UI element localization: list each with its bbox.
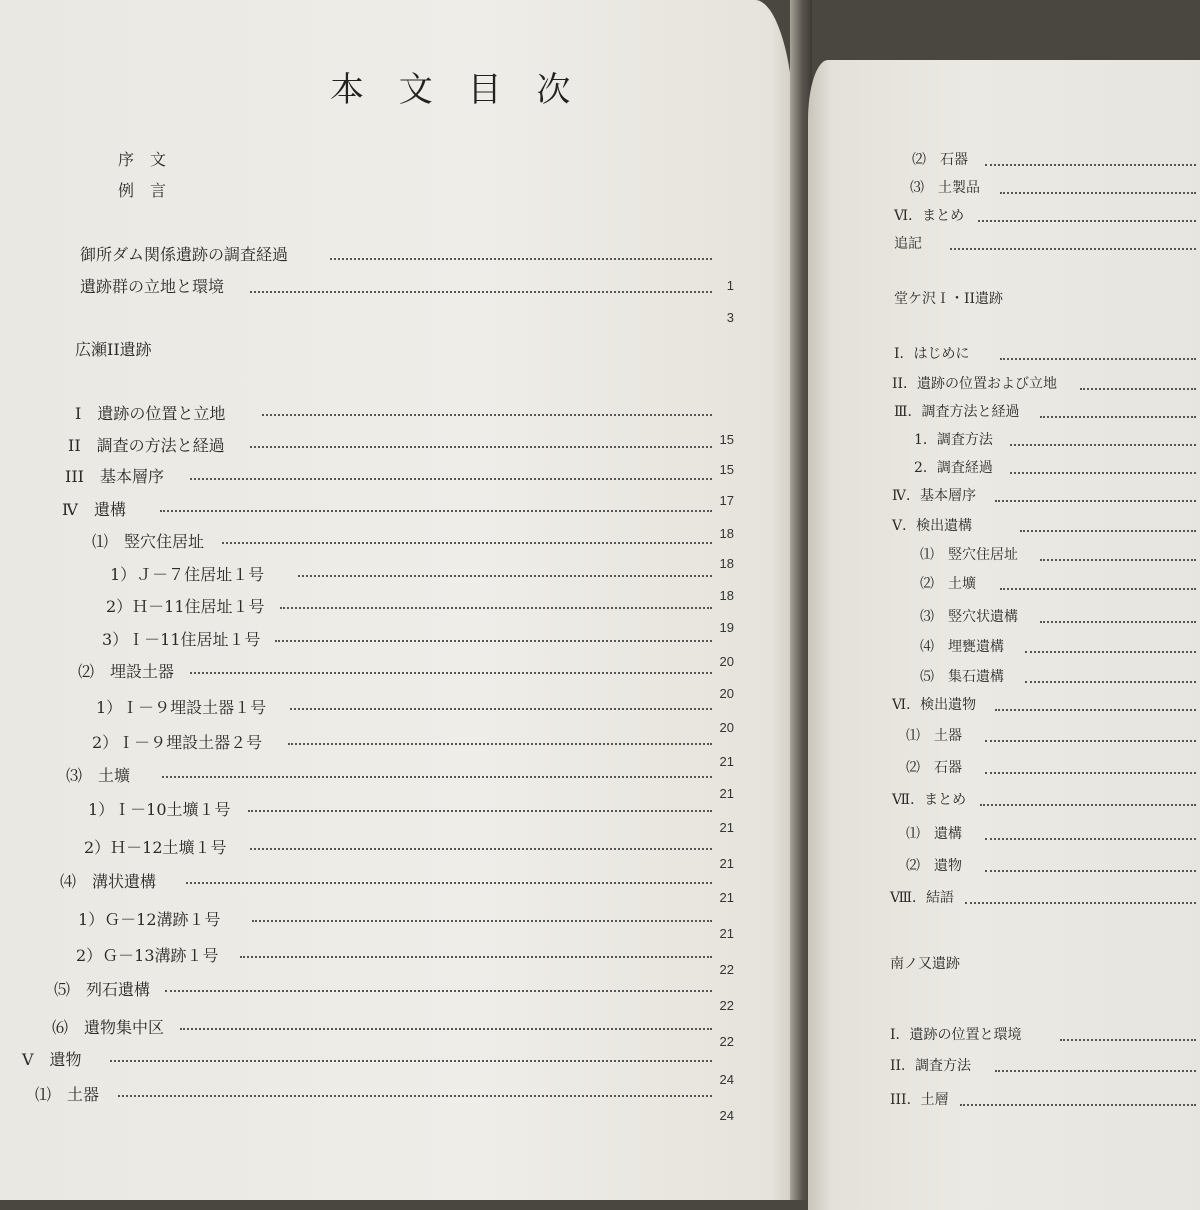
toc-leader-dots xyxy=(985,164,1196,166)
toc-page-number: 15 xyxy=(719,462,734,477)
toc-page-number: 21 xyxy=(719,754,734,769)
toc-entry-label: 2）Ｉ－９埋設土器２号 xyxy=(92,733,263,752)
toc-page-number: 18 xyxy=(719,588,734,603)
toc-entry-label: ⑵ 土壙 xyxy=(920,576,976,592)
toc-page-number: 3 xyxy=(726,310,734,325)
toc-leader-dots xyxy=(110,1060,712,1062)
toc-leader-dots xyxy=(995,500,1196,502)
toc-entry-label: ⑵ 石器 xyxy=(906,760,962,776)
toc-entry-label: Ⅷ．結語 xyxy=(890,890,955,906)
toc-leader-dots xyxy=(985,772,1196,774)
toc-leader-dots xyxy=(288,743,712,745)
toc-entry-label: 2．調査経過 xyxy=(914,460,993,476)
toc-entry-label: 遺跡群の立地と環境 xyxy=(80,277,225,296)
toc-leader-dots xyxy=(978,220,1196,222)
toc-entry-label: ⑴ 土器 xyxy=(906,728,962,744)
toc-entry-label: Ⅵ．まとめ xyxy=(894,208,965,224)
toc-leader-dots xyxy=(298,575,712,577)
toc-page-number: 24 xyxy=(719,1072,734,1087)
toc-entry-label: 2）Ｇ－13溝跡１号 xyxy=(76,946,219,965)
toc-entry-label: ⑸ 集石遺構 xyxy=(920,669,1004,685)
toc-entry-label: I．遺跡の位置と環境 xyxy=(890,1027,1022,1043)
toc-entry-label: ⑶ 土製品 xyxy=(910,180,980,196)
toc-leader-dots xyxy=(1000,588,1196,590)
toc-leader-dots xyxy=(252,920,712,922)
toc-page-number: 19 xyxy=(719,620,734,635)
toc-leader-dots xyxy=(985,870,1196,872)
toc-entry-label: ⑵ 石器 xyxy=(912,152,968,168)
toc-entry-label: ⑷ 溝状遺構 xyxy=(60,872,157,891)
toc-entry-label: ⑴ 竪穴住居址 xyxy=(92,532,205,551)
toc-entry-label: ⑵ 埋設土器 xyxy=(78,662,175,681)
toc-leader-dots xyxy=(1025,651,1196,653)
toc-page-number: 24 xyxy=(719,1108,734,1123)
toc-page-number: 22 xyxy=(719,998,734,1013)
toc-page-number: 21 xyxy=(719,820,734,835)
toc-leader-dots xyxy=(262,414,712,416)
toc-leader-dots xyxy=(960,1104,1196,1106)
page-title: 本 文 目 次 xyxy=(330,70,583,110)
toc-entry-label: Ⅳ．基本層序 xyxy=(892,488,976,504)
toc-leader-dots xyxy=(995,709,1196,711)
toc-leader-dots xyxy=(250,446,712,448)
toc-entry-label: 1）Ｊ－７住居址１号 xyxy=(110,565,265,584)
toc-entry-label: Ⅳ 遺構 xyxy=(62,500,126,519)
toc-entry-label: II．遺跡の位置および立地 xyxy=(892,376,1058,392)
toc-leader-dots xyxy=(330,258,712,260)
toc-leader-dots xyxy=(190,672,712,674)
toc-leader-dots xyxy=(280,607,712,609)
toc-page-number: 21 xyxy=(719,890,734,905)
toc-leader-dots xyxy=(950,248,1196,250)
toc-leader-dots xyxy=(162,776,712,778)
toc-leader-dots xyxy=(248,810,712,812)
toc-leader-dots xyxy=(160,510,712,512)
toc-leader-dots xyxy=(222,542,712,544)
toc-entry-label: 1）Ｉ－９埋設土器１号 xyxy=(96,698,267,717)
toc-leader-dots xyxy=(250,848,712,850)
toc-leader-dots xyxy=(290,708,712,710)
toc-leader-dots xyxy=(980,804,1196,806)
toc-entry-label: III 基本層序 xyxy=(65,467,164,486)
toc-entry-label: II．調査方法 xyxy=(890,1058,972,1074)
toc-entry-label: ⑴ 遺構 xyxy=(906,826,962,842)
toc-leader-dots xyxy=(190,478,712,480)
toc-leader-dots xyxy=(965,902,1196,904)
toc-entry-label: 御所ダム関係遺跡の調査経過 xyxy=(80,245,289,264)
toc-entry-label: 2）Ｈ－12土壙１号 xyxy=(84,838,227,857)
toc-entry-label: I 遺跡の位置と立地 xyxy=(75,404,226,423)
toc-entry-label: 1）Ｇ－12溝跡１号 xyxy=(78,910,221,929)
toc-leader-dots xyxy=(1025,681,1196,683)
toc-entry-label: ⑶ 竪穴状遺構 xyxy=(920,609,1018,625)
toc-leader-dots xyxy=(1040,621,1196,623)
toc-entry-label: Ⅵ．検出遺物 xyxy=(892,697,977,713)
toc-entry-label: II 調査の方法と経過 xyxy=(68,436,225,455)
toc-entry-label: ⑶ 土壙 xyxy=(66,766,131,785)
toc-leader-dots xyxy=(1040,559,1196,561)
toc-entry-label: 南ノ又遺跡 xyxy=(890,956,960,972)
front-preface: 序 文 xyxy=(118,150,167,169)
toc-leader-dots xyxy=(1010,444,1196,446)
toc-entry-label: Ⅴ．検出遺構 xyxy=(892,518,973,534)
toc-page-number: 15 xyxy=(719,432,734,447)
toc-leader-dots xyxy=(1000,358,1196,360)
toc-page-number: 20 xyxy=(719,720,734,735)
toc-entry-label: 2）Ｈ－11住居址１号 xyxy=(106,597,265,616)
toc-entry-label: ⑴ 竪穴住居址 xyxy=(920,547,1018,563)
toc-leader-dots xyxy=(1040,416,1196,418)
toc-entry-label: ⑵ 遺物 xyxy=(906,858,962,874)
toc-entry-label: 1．調査方法 xyxy=(914,432,993,448)
toc-entry-label: ⑹ 遺物集中区 xyxy=(52,1018,165,1037)
toc-entry-label: Ⅶ．まとめ xyxy=(892,792,967,808)
toc-leader-dots xyxy=(186,882,712,884)
toc-leader-dots xyxy=(165,990,712,992)
toc-page-number: 22 xyxy=(719,962,734,977)
toc-page-number: 21 xyxy=(719,926,734,941)
toc-page-number: 18 xyxy=(719,556,734,571)
toc-page-number: 22 xyxy=(719,1034,734,1049)
toc-page-number: 20 xyxy=(719,654,734,669)
toc-leader-dots xyxy=(1060,1039,1196,1041)
toc-leader-dots xyxy=(1010,472,1196,474)
toc-entry-label: ⑷ 埋甕遺構 xyxy=(920,639,1004,655)
toc-page-number: 18 xyxy=(719,526,734,541)
toc-entry-label: I．はじめに xyxy=(894,346,970,362)
toc-page-number: 1 xyxy=(726,278,734,293)
toc-page-number: 20 xyxy=(719,686,734,701)
toc-leader-dots xyxy=(250,291,712,293)
toc-page-number: 21 xyxy=(719,786,734,801)
toc-entry-label: 1）Ｉ－10土壙１号 xyxy=(88,800,231,819)
toc-leader-dots xyxy=(995,1070,1196,1072)
toc-leader-dots xyxy=(985,740,1196,742)
toc-page-number: 17 xyxy=(719,493,734,508)
toc-entry-label: ⑴ 土器 xyxy=(35,1085,100,1104)
toc-leader-dots xyxy=(240,956,712,958)
front-notes: 例 言 xyxy=(118,181,167,200)
toc-leader-dots xyxy=(1020,530,1196,532)
toc-entry-label: 3）Ｉ－11住居址１号 xyxy=(102,630,261,649)
toc-leader-dots xyxy=(1080,388,1196,390)
toc-entry-label: Ⅴ 遺物 xyxy=(22,1050,82,1069)
toc-entry-label: III．土層 xyxy=(890,1092,949,1108)
toc-leader-dots xyxy=(1000,192,1196,194)
toc-entry-label: 広瀬II遺跡 xyxy=(75,340,152,359)
toc-leader-dots xyxy=(985,838,1196,840)
toc-leader-dots xyxy=(275,640,712,642)
toc-page-number: 21 xyxy=(719,856,734,871)
toc-leader-dots xyxy=(180,1028,712,1030)
toc-entry-label: 追記 xyxy=(894,236,922,252)
toc-entry-label: ⑸ 列石遺構 xyxy=(54,980,151,999)
toc-leader-dots xyxy=(118,1095,712,1097)
toc-entry-label: 堂ケ沢Ｉ・II遺跡 xyxy=(894,291,1004,307)
toc-entry-label: Ⅲ．調査方法と経過 xyxy=(894,404,1020,420)
